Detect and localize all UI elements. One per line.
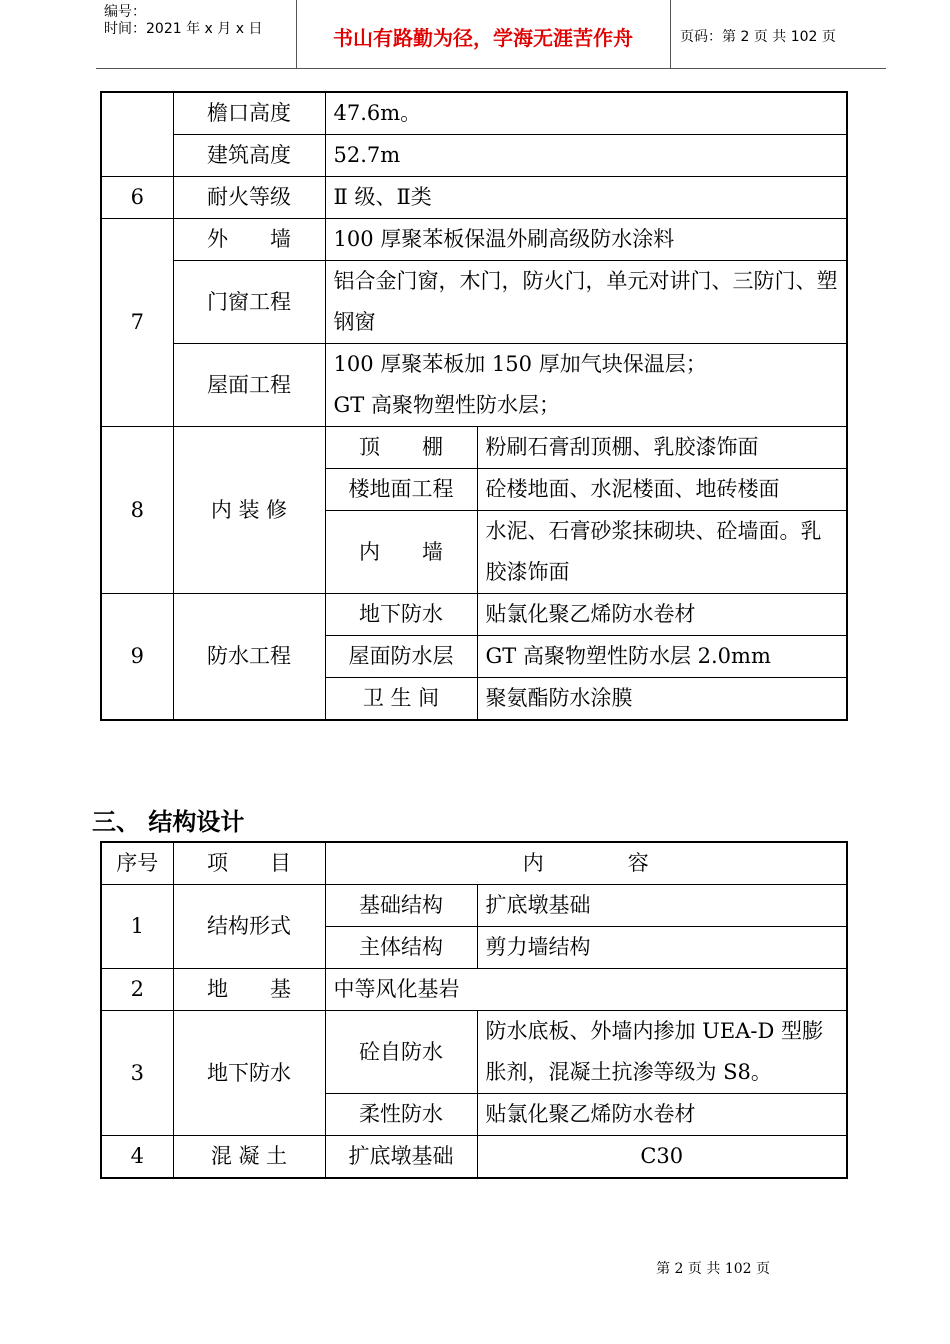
- cell-sub: 楼地面工程: [325, 469, 477, 511]
- footer-page: 第 2 页 共 102 页: [656, 1261, 770, 1277]
- cell-sub: 内 墙: [325, 511, 477, 594]
- cell-sub: 地下防水: [325, 594, 477, 636]
- cell-sub: 柔性防水: [325, 1094, 477, 1136]
- cell-sub: 屋面防水层: [325, 636, 477, 678]
- cell-no: 3: [101, 1011, 173, 1136]
- cell-item: 防水工程: [173, 594, 325, 721]
- cell-no: 2: [101, 969, 173, 1011]
- cell-no: 9: [101, 594, 173, 721]
- cell-content: 中等风化基岩: [325, 969, 847, 1011]
- cell-content: 52.7m: [325, 135, 847, 177]
- cell-no: 4: [101, 1136, 173, 1179]
- cell-sub: 主体结构: [325, 927, 477, 969]
- header-meta: [104, 4, 262, 38]
- cell-no: 8: [101, 427, 173, 594]
- time-label: 时间：2021 年 x 月 x 日: [104, 21, 263, 37]
- cell-item: 结构形式: [173, 885, 325, 969]
- structure-table: [100, 841, 848, 1179]
- cell-no: 6: [101, 177, 173, 219]
- cell-item: 门窗工程: [173, 261, 325, 344]
- cell-item: 外 墙: [173, 219, 325, 261]
- cell-item: 屋面工程: [173, 344, 325, 427]
- cell-no: 7: [101, 219, 173, 427]
- head-no: 序号: [101, 842, 173, 885]
- cell-sub: 扩底墩基础: [325, 1136, 477, 1179]
- section-title: 三、 结构设计: [92, 808, 245, 836]
- cell-content: C30: [477, 1136, 847, 1179]
- cell-item: 地 基: [173, 969, 325, 1011]
- cell-content: 贴氯化聚乙烯防水卷材: [477, 1094, 847, 1136]
- cell-item: 建筑高度: [173, 135, 325, 177]
- cell-content: 水泥、石膏砂浆抹砌块、砼墙面。乳胶漆饰面: [477, 511, 847, 594]
- cell-item: 耐火等级: [173, 177, 325, 219]
- cell-sub: 基础结构: [325, 885, 477, 927]
- cell-content: 剪力墙结构: [477, 927, 847, 969]
- cell-content: 防水底板、外墙内掺加 UEA-D 型膨胀剂，混凝土抗渗等级为 S8。: [477, 1011, 847, 1094]
- cell-item: 地下防水: [173, 1011, 325, 1136]
- head-item: 项 目: [173, 842, 325, 885]
- cell-content: 砼楼地面、水泥楼面、地砖楼面: [477, 469, 847, 511]
- cell-content: 铝合金门窗，木门，防火门，单元对讲门、三防门、塑钢窗: [325, 261, 847, 344]
- cell-item: 内 装 修: [173, 427, 325, 594]
- cell-content: GT 高聚物塑性防水层 2.0mm: [477, 636, 847, 678]
- building-table: [100, 91, 848, 721]
- cell-content: 100 厚聚苯板保温外刷高级防水涂料: [325, 219, 847, 261]
- cell-content: 贴氯化聚乙烯防水卷材: [477, 594, 847, 636]
- cell-no: 1: [101, 885, 173, 969]
- cell-item: 檐口高度: [173, 92, 325, 135]
- cell-content: 粉刷石膏刮顶棚、乳胶漆饰面: [477, 427, 847, 469]
- cell-item: 混 凝 土: [173, 1136, 325, 1179]
- cell-content: 聚氨酯防水涂膜: [477, 678, 847, 721]
- header-motto: 书山有路勤为径，学海无涯苦作舟: [333, 26, 633, 50]
- cell-content: 47.6m。: [325, 92, 847, 135]
- cell-sub: 砼自防水: [325, 1011, 477, 1094]
- cell-sub: 卫 生 间: [325, 678, 477, 721]
- header-page-label: 页码：第 2 页 共 102 页: [680, 29, 836, 45]
- cell-content: 扩底墩基础: [477, 885, 847, 927]
- cell-sub: 顶 棚: [325, 427, 477, 469]
- cell-content: Ⅱ 级、Ⅱ类: [325, 177, 847, 219]
- head-content: 内 容: [325, 842, 847, 885]
- page-header: [96, 0, 886, 69]
- number-label: 编号：: [104, 4, 146, 20]
- cell-content: 100 厚聚苯板加 150 厚加气块保温层； GT 高聚物塑性防水层；: [325, 344, 847, 427]
